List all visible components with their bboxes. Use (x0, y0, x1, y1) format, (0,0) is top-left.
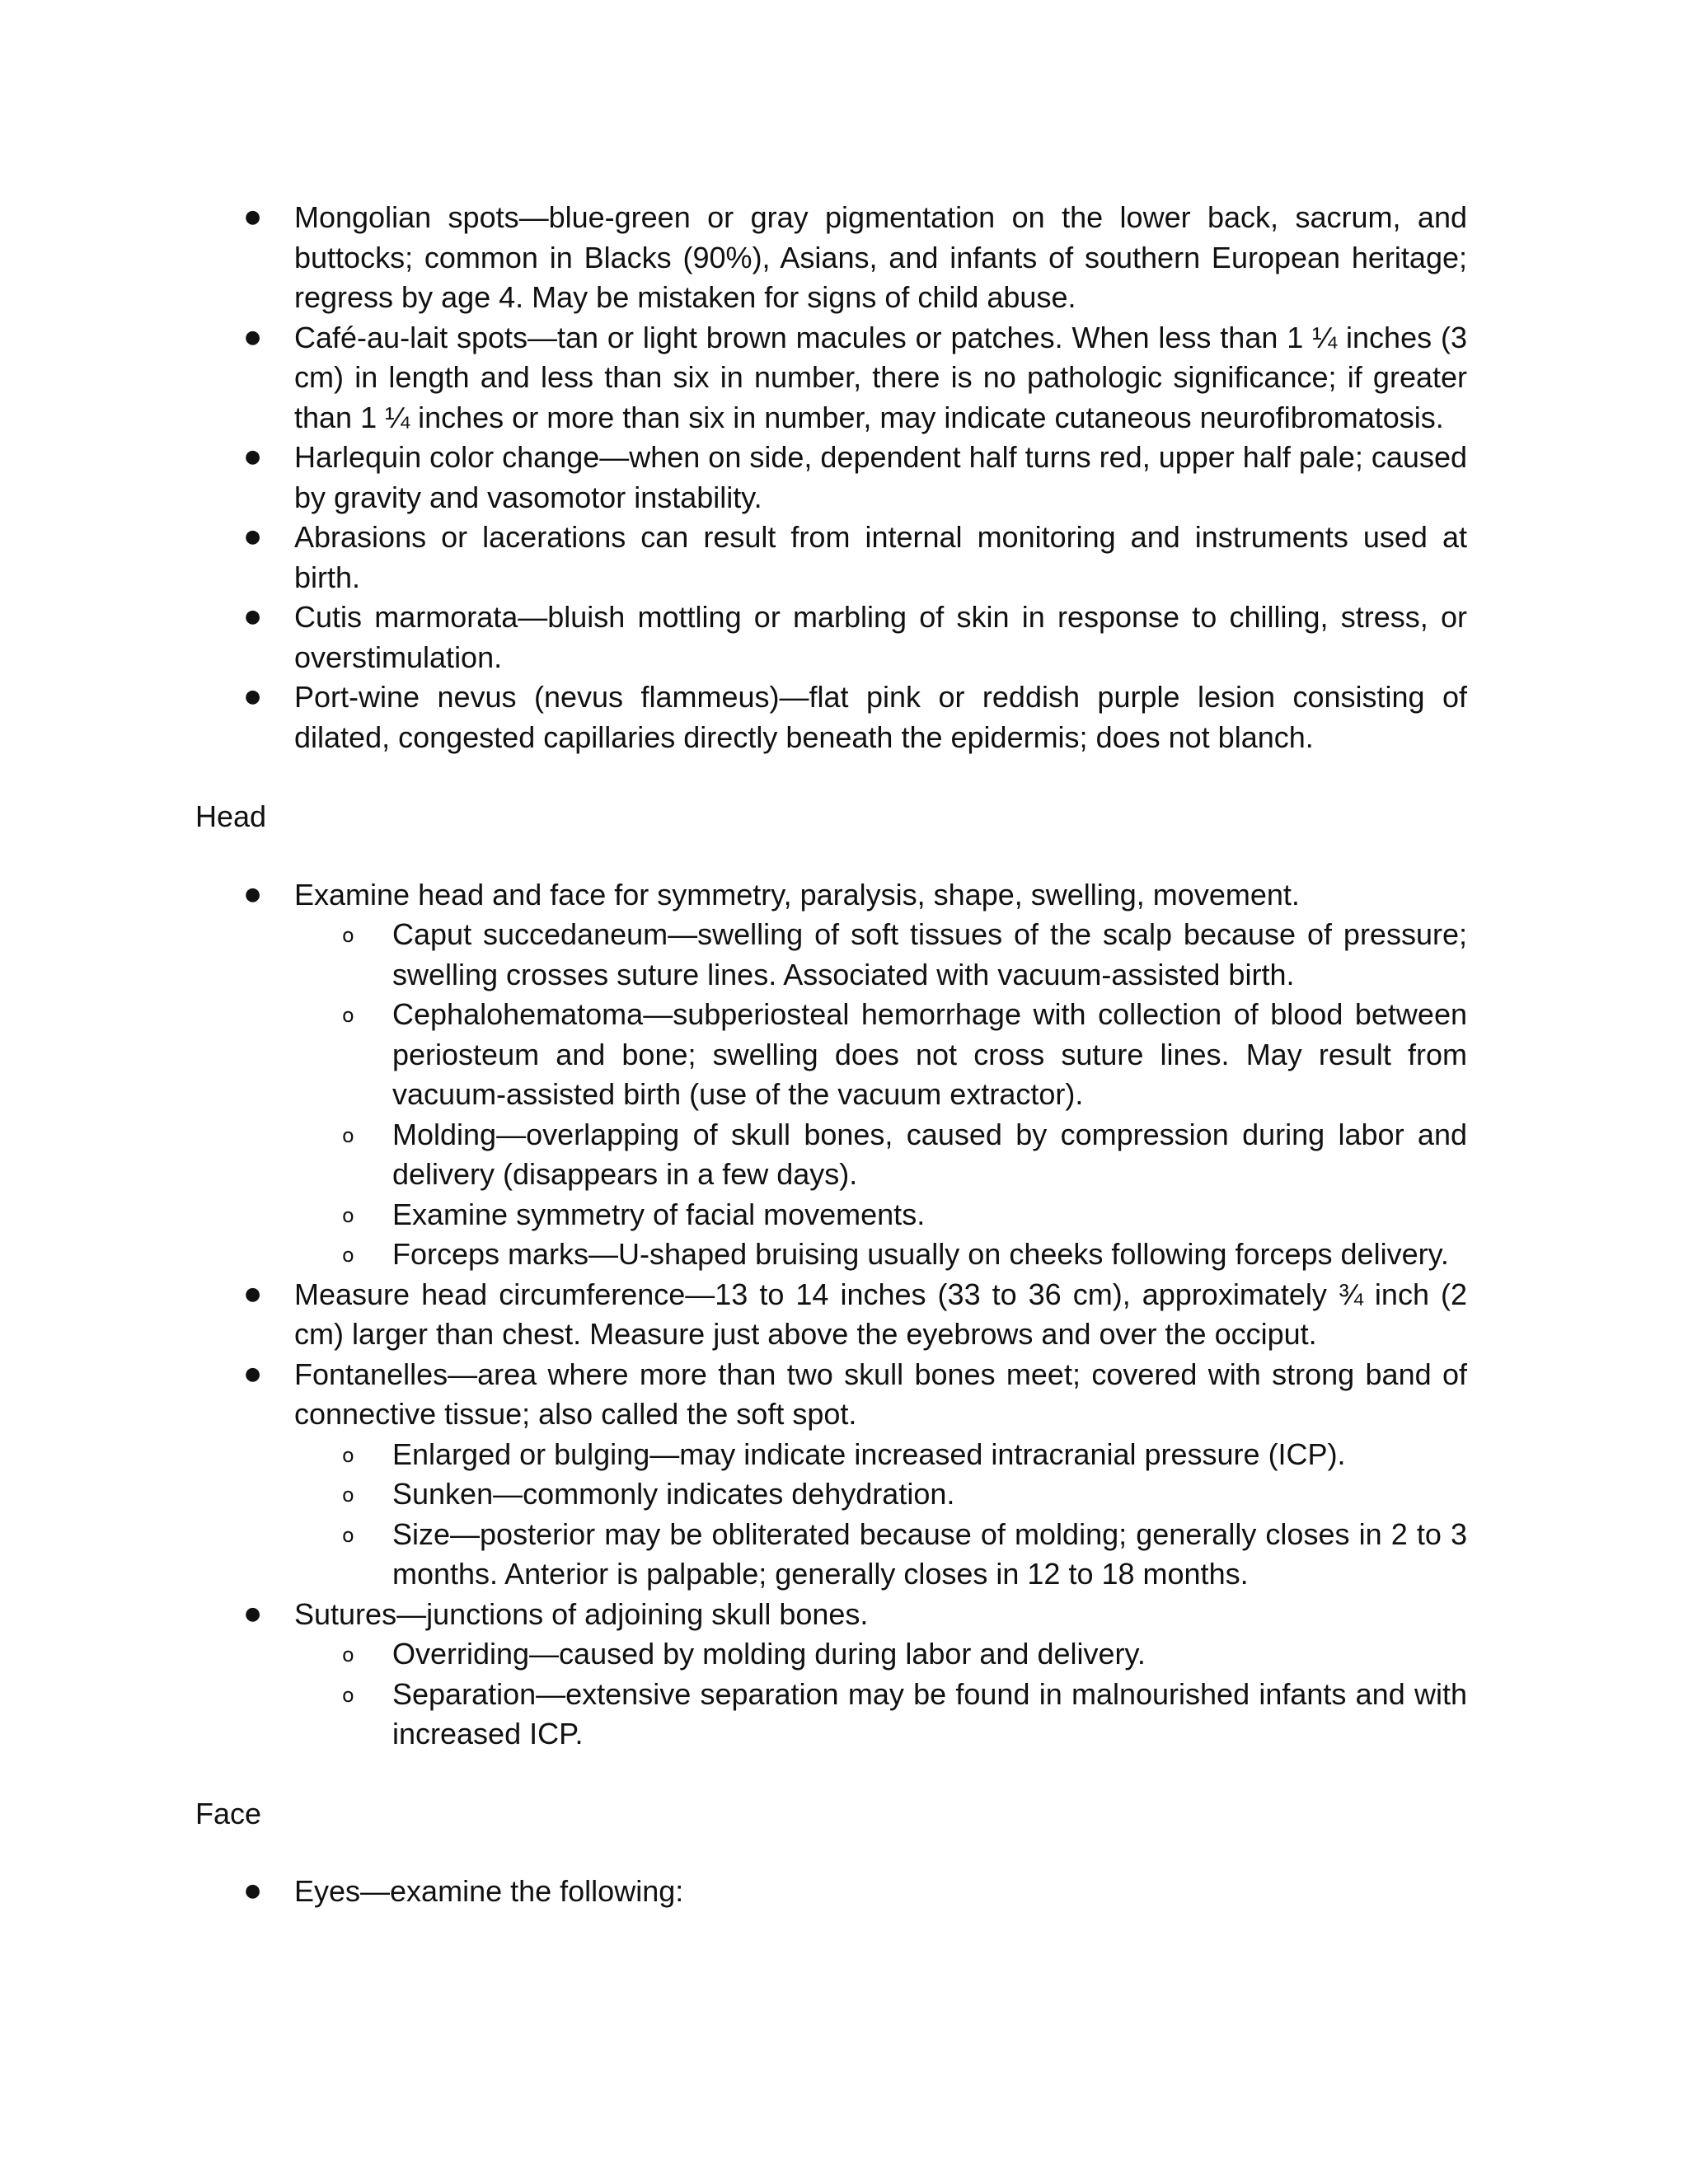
list-item: ● Café-au-lait spots—tan or light brown macules or patches. When less than 1 ¼ inches (3 cm) in length and less than six in number, there is no pathologic significance; if greater than 1 ¼ inches or more than six in number, may indicate cutaneous neurofibromatosis. (195, 318, 1467, 438)
list-item: ● Eyes—examine the following: (195, 1872, 1467, 1912)
bullet-icon: ● (245, 1603, 261, 1624)
sub-list-item: o Overriding—caused by molding during labor and delivery. (294, 1634, 1467, 1675)
hollow-bullet-icon: o (342, 1244, 354, 1267)
head-findings-list (195, 875, 1467, 1755)
sub-list-item: o Sunken—commonly indicates dehydration. (294, 1474, 1467, 1515)
bullet-icon: ● (245, 447, 261, 467)
sub-list (294, 1435, 1467, 1595)
sub-list-item: o Separation—extensive separation may be found in malnourished infants and with increased ICP. (294, 1675, 1467, 1755)
sub-list-item: o Enlarged or bulging—may indicate increased intracranial pressure (ICP). (294, 1435, 1467, 1475)
section-heading-head: Head (195, 799, 267, 833)
list-item: ● Sutures—junctions of adjoining skull bones. o Overriding—caused by molding during labor and delivery. o Separation—extensive separation may be found in malnourished infants and with increased ICP. (195, 1595, 1467, 1755)
hollow-bullet-icon: o (342, 924, 354, 947)
list-item: ● Examine head and face for symmetry, paralysis, shape, swelling, movement. o Caput succedaneum—swelling of soft tissues of the scalp because of pressure; swelling crosses suture lines. Associated with vacuum-assisted birth. o Cephalohematoma—subperiosteal hemorrhage with collection of blood between periosteum and bone; swelling does not cross suture lines. May result from vacuum-assisted birth (use of the vacuum extractor). o Molding—overlapping of skull bones, caused by compression during labor and delivery (disappears in a few days). o Examine symmetry of facial movements. o Forceps marks—U-shaped bruising usually on cheeks following forceps delivery. (195, 875, 1467, 1275)
sub-list (294, 915, 1467, 1275)
bullet-icon: ● (245, 326, 261, 348)
list-item: ● Cutis marmorata—bluish mottling or marbling of skin in response to chilling, stress, or overstimulation. (195, 598, 1467, 677)
hollow-bullet-icon: o (342, 1123, 354, 1147)
face-findings-list (195, 1872, 1467, 1912)
bullet-icon: ● (245, 527, 261, 547)
bullet-icon: ● (245, 687, 261, 707)
list-item: ● Port-wine nevus (nevus flammeus)—flat pink or reddish purple lesion consisting of dilated, congested capillaries directly beneath the epidermis; does not blanch. (195, 677, 1467, 757)
sub-list-item: o Examine symmetry of facial movements. (294, 1195, 1467, 1235)
bullet-icon: ● (245, 207, 261, 227)
hollow-bullet-icon: o (342, 1683, 354, 1707)
list-item: ● Measure head circumference—13 to 14 inches (33 to 36 cm), approximately ¾ inch (2 cm) larger than chest. Measure just above the eyebrows and over the occiput. (195, 1275, 1467, 1355)
list-item: ● Fontanelles—area where more than two skull bones meet; covered with strong band of connective tissue; also called the soft spot. o Enlarged or bulging—may indicate increased intracranial pressure (ICP). o Sunken—commonly indicates dehydration. o Size—posterior may be obliterated because of molding; generally closes in 2 to 3 months. Anterior is palpable; generally closes in 12 to 18 months. (195, 1355, 1467, 1595)
hollow-bullet-icon: o (342, 1643, 354, 1666)
section-heading-face: Face (195, 1796, 262, 1830)
sub-list-item: o Size—posterior may be obliterated because of molding; generally closes in 2 to 3 months. Anterior is palpable; generally closes in 12 to 18 months. (294, 1515, 1467, 1595)
bullet-icon: ● (245, 1363, 261, 1385)
hollow-bullet-icon: o (342, 1004, 354, 1027)
list-item: ● Abrasions or lacerations can result from internal monitoring and instruments used at birth. (195, 518, 1467, 598)
bullet-icon: ● (245, 1881, 261, 1901)
list-item: ● Harlequin color change—when on side, dependent half turns red, upper half pale; caused by gravity and vasomotor instability. (195, 438, 1467, 518)
bullet-icon: ● (245, 607, 261, 627)
hollow-bullet-icon: o (342, 1443, 354, 1467)
sub-list-item: o Forceps marks—U-shaped bruising usually on cheeks following forceps delivery. (294, 1235, 1467, 1275)
sub-list-item: o Cephalohematoma—subperiosteal hemorrhage with collection of blood between periosteum and bone; swelling does not cross suture lines. May result from vacuum-assisted birth (use of the vacuum extractor). (294, 995, 1467, 1115)
hollow-bullet-icon: o (342, 1203, 354, 1227)
hollow-bullet-icon: o (342, 1523, 354, 1547)
list-item: ● Mongolian spots—blue-green or gray pigmentation on the lower back, sacrum, and buttocks; common in Blacks (90%), Asians, and infants of southern European heritage; regress by age 4. May be mistaken for signs of child abuse. (195, 198, 1467, 318)
bullet-icon: ● (245, 883, 261, 905)
document-body (195, 198, 1467, 1912)
sub-list (294, 1634, 1467, 1755)
skin-findings-list (195, 198, 1467, 757)
bullet-icon: ● (245, 1283, 261, 1305)
sub-list-item: o Molding—overlapping of skull bones, caused by compression during labor and delivery (disappears in a few days). (294, 1115, 1467, 1195)
hollow-bullet-icon: o (342, 1483, 354, 1507)
sub-list-item: o Caput succedaneum—swelling of soft tissues of the scalp because of pressure; swelling crosses suture lines. Associated with vacuum-assisted birth. (294, 915, 1467, 995)
